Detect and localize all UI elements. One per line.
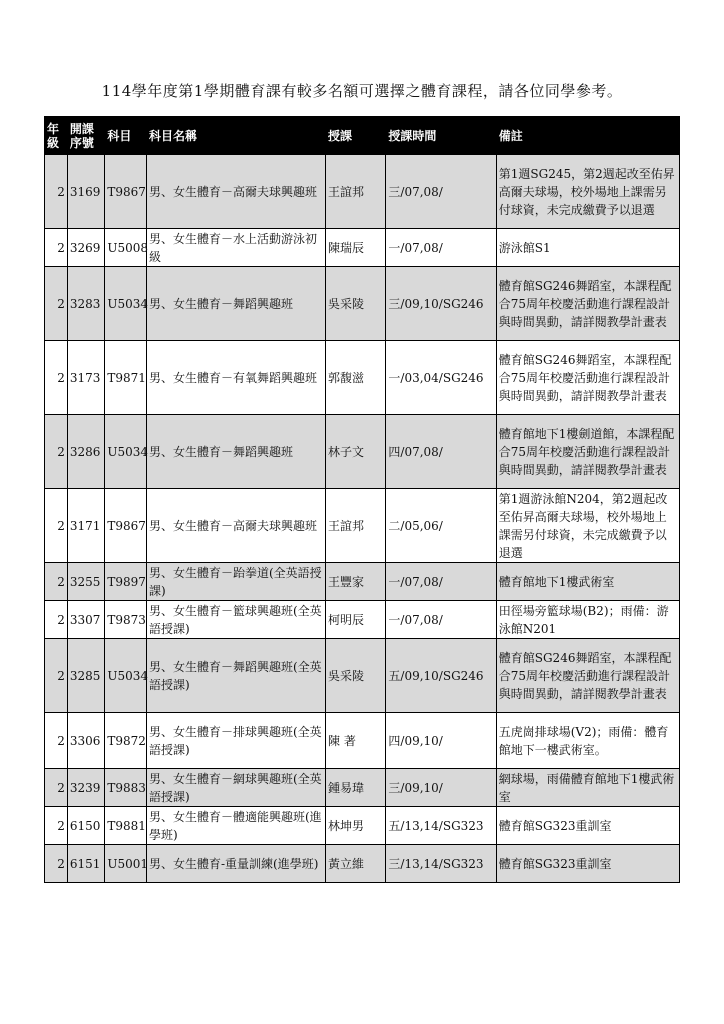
row-course-name: 男、女生體育－高爾夫球興趣班: [146, 155, 325, 229]
row-teacher: 黃立維: [326, 845, 386, 883]
row-subject: T9867: [105, 489, 147, 563]
row-note: 第1週游泳館N204，第2週起改至佑昇高爾夫球場，校外場地上課需另付球資，未完成繳費予以退選: [496, 489, 679, 563]
row-note: 體育館SG246舞蹈室，本課程配合75周年校慶活動進行課程設計與時間異動，請詳閱教學計畫表: [496, 267, 679, 341]
row-code: 3255: [67, 563, 104, 601]
table-row: [45, 341, 680, 415]
row-subject: T9871: [105, 341, 147, 415]
row-subject: U5034: [105, 267, 147, 341]
row-note: 體育館SG323重訓室: [496, 845, 679, 883]
row-code: 3286: [67, 415, 104, 489]
row-grade: 2: [45, 639, 68, 713]
row-note: 游泳館S1: [496, 229, 679, 267]
row-subject: U5034: [105, 639, 147, 713]
row-course-name: 男、女生體育－排球興趣班(全英語授課): [146, 713, 325, 769]
row-time: 三/09,10/: [386, 769, 496, 807]
header-subject: 科目: [105, 117, 147, 155]
row-subject: T9873: [105, 601, 147, 639]
course-table: [44, 116, 680, 883]
header-note: 備註: [496, 117, 679, 155]
table-row: [45, 229, 680, 267]
row-grade: 2: [45, 601, 68, 639]
row-grade: 2: [45, 267, 68, 341]
row-course-name: 男、女生體育－舞蹈興趣班(全英語授課): [146, 639, 325, 713]
row-note: 田徑場旁籃球場(B2)；雨備：游泳館N201: [496, 601, 679, 639]
row-code: 3173: [67, 341, 104, 415]
header-teacher: 授課: [326, 117, 386, 155]
row-course-name: 男、女生體育－舞蹈興趣班: [146, 267, 325, 341]
row-code: 3269: [67, 229, 104, 267]
row-subject: T9897: [105, 563, 147, 601]
row-course-name: 男、女生體育－網球興趣班(全英語授課): [146, 769, 325, 807]
row-code: 6150: [67, 807, 104, 845]
header-time: 授課時間: [386, 117, 496, 155]
row-subject: U5034: [105, 415, 147, 489]
table-row: [45, 601, 680, 639]
row-time: 一/03,04/SG246: [386, 341, 496, 415]
row-teacher: 林子文: [326, 415, 386, 489]
row-note: 體育館地下1樓武術室: [496, 563, 679, 601]
row-grade: 2: [45, 415, 68, 489]
row-teacher: 吳采陵: [326, 267, 386, 341]
table-row: [45, 807, 680, 845]
row-course-name: 男、女生體育－有氧舞蹈興趣班: [146, 341, 325, 415]
row-course-name: 男、女生體育－水上活動游泳初級: [146, 229, 325, 267]
table-row: [45, 845, 680, 883]
table-row: [45, 415, 680, 489]
row-subject: U5008: [105, 229, 147, 267]
row-time: 四/09,10/: [386, 713, 496, 769]
row-time: 四/07,08/: [386, 415, 496, 489]
row-time: 一/07,08/: [386, 229, 496, 267]
table-row: [45, 489, 680, 563]
row-code: 3239: [67, 769, 104, 807]
row-time: 二/05,06/: [386, 489, 496, 563]
row-note: 體育館地下1樓劍道館，本課程配合75周年校慶活動進行課程設計與時間異動，請詳閱教學計畫表: [496, 415, 679, 489]
table-row: [45, 713, 680, 769]
row-code: 3285: [67, 639, 104, 713]
table-row: [45, 639, 680, 713]
row-subject: T9881: [105, 807, 147, 845]
row-teacher: 郭馥滋: [326, 341, 386, 415]
table-header-row: [45, 117, 680, 155]
row-code: 6151: [67, 845, 104, 883]
row-subject: T9867: [105, 155, 147, 229]
row-note: 體育館SG246舞蹈室，本課程配合75周年校慶活動進行課程設計與時間異動，請詳閱教學計畫表: [496, 341, 679, 415]
row-teacher: 柯明辰: [326, 601, 386, 639]
row-grade: 2: [45, 845, 68, 883]
row-teacher: 陳 著: [326, 713, 386, 769]
table-row: [45, 563, 680, 601]
header-grade: 年級: [45, 117, 68, 155]
row-time: 一/07,08/: [386, 563, 496, 601]
row-time: 五/13,14/SG323: [386, 807, 496, 845]
row-time: 一/07,08/: [386, 601, 496, 639]
header-name: 科目名稱: [146, 117, 325, 155]
row-note: 體育館SG246舞蹈室，本課程配合75周年校慶活動進行課程設計與時間異動，請詳閱教學計畫表: [496, 639, 679, 713]
row-course-name: 男、女生體育－體適能興趣班(進學班): [146, 807, 325, 845]
row-subject: T9872: [105, 713, 147, 769]
row-grade: 2: [45, 769, 68, 807]
row-code: 3171: [67, 489, 104, 563]
row-teacher: 王誼邦: [326, 489, 386, 563]
page-title: 114學年度第1學期體育課有較多名額可選擇之體育課程，請各位同學參考。: [101, 82, 623, 100]
row-code: 3306: [67, 713, 104, 769]
row-time: 三/13,14/SG323: [386, 845, 496, 883]
header-code: 開課序號: [67, 117, 104, 155]
row-teacher: 吳采陵: [326, 639, 386, 713]
row-grade: 2: [45, 155, 68, 229]
row-teacher: 陳瑞辰: [326, 229, 386, 267]
row-time: 三/09,10/SG246: [386, 267, 496, 341]
row-grade: 2: [45, 713, 68, 769]
row-code: 3307: [67, 601, 104, 639]
row-teacher: 王誼邦: [326, 155, 386, 229]
row-grade: 2: [45, 229, 68, 267]
row-note: 網球場，雨備體育館地下1樓武術室: [496, 769, 679, 807]
row-note: 五虎崗排球場(V2)；雨備：體育館地下一樓武術室。: [496, 713, 679, 769]
row-grade: 2: [45, 807, 68, 845]
row-teacher: 林坤男: [326, 807, 386, 845]
row-subject: U5001: [105, 845, 147, 883]
row-code: 3283: [67, 267, 104, 341]
row-time: 五/09,10/SG246: [386, 639, 496, 713]
row-teacher: 王豐家: [326, 563, 386, 601]
row-teacher: 鍾易瑋: [326, 769, 386, 807]
row-code: 3169: [67, 155, 104, 229]
row-note: 第1週SG245，第2週起改至佑昇高爾夫球場，校外場地上課需另付球資，未完成繳費予以退選: [496, 155, 679, 229]
row-subject: T9883: [105, 769, 147, 807]
row-course-name: 男、女生體育－舞蹈興趣班: [146, 415, 325, 489]
row-course-name: 男、女生體育-重量訓練(進學班): [146, 845, 325, 883]
table-row: [45, 769, 680, 807]
row-grade: 2: [45, 489, 68, 563]
row-grade: 2: [45, 341, 68, 415]
row-grade: 2: [45, 563, 68, 601]
table-row: [45, 267, 680, 341]
row-note: 體育館SG323重訓室: [496, 807, 679, 845]
table-row: [45, 155, 680, 229]
row-time: 三/07,08/: [386, 155, 496, 229]
row-course-name: 男、女生體育－跆拳道(全英語授課): [146, 563, 325, 601]
row-course-name: 男、女生體育－籃球興趣班(全英語授課): [146, 601, 325, 639]
row-course-name: 男、女生體育－高爾夫球興趣班: [146, 489, 325, 563]
